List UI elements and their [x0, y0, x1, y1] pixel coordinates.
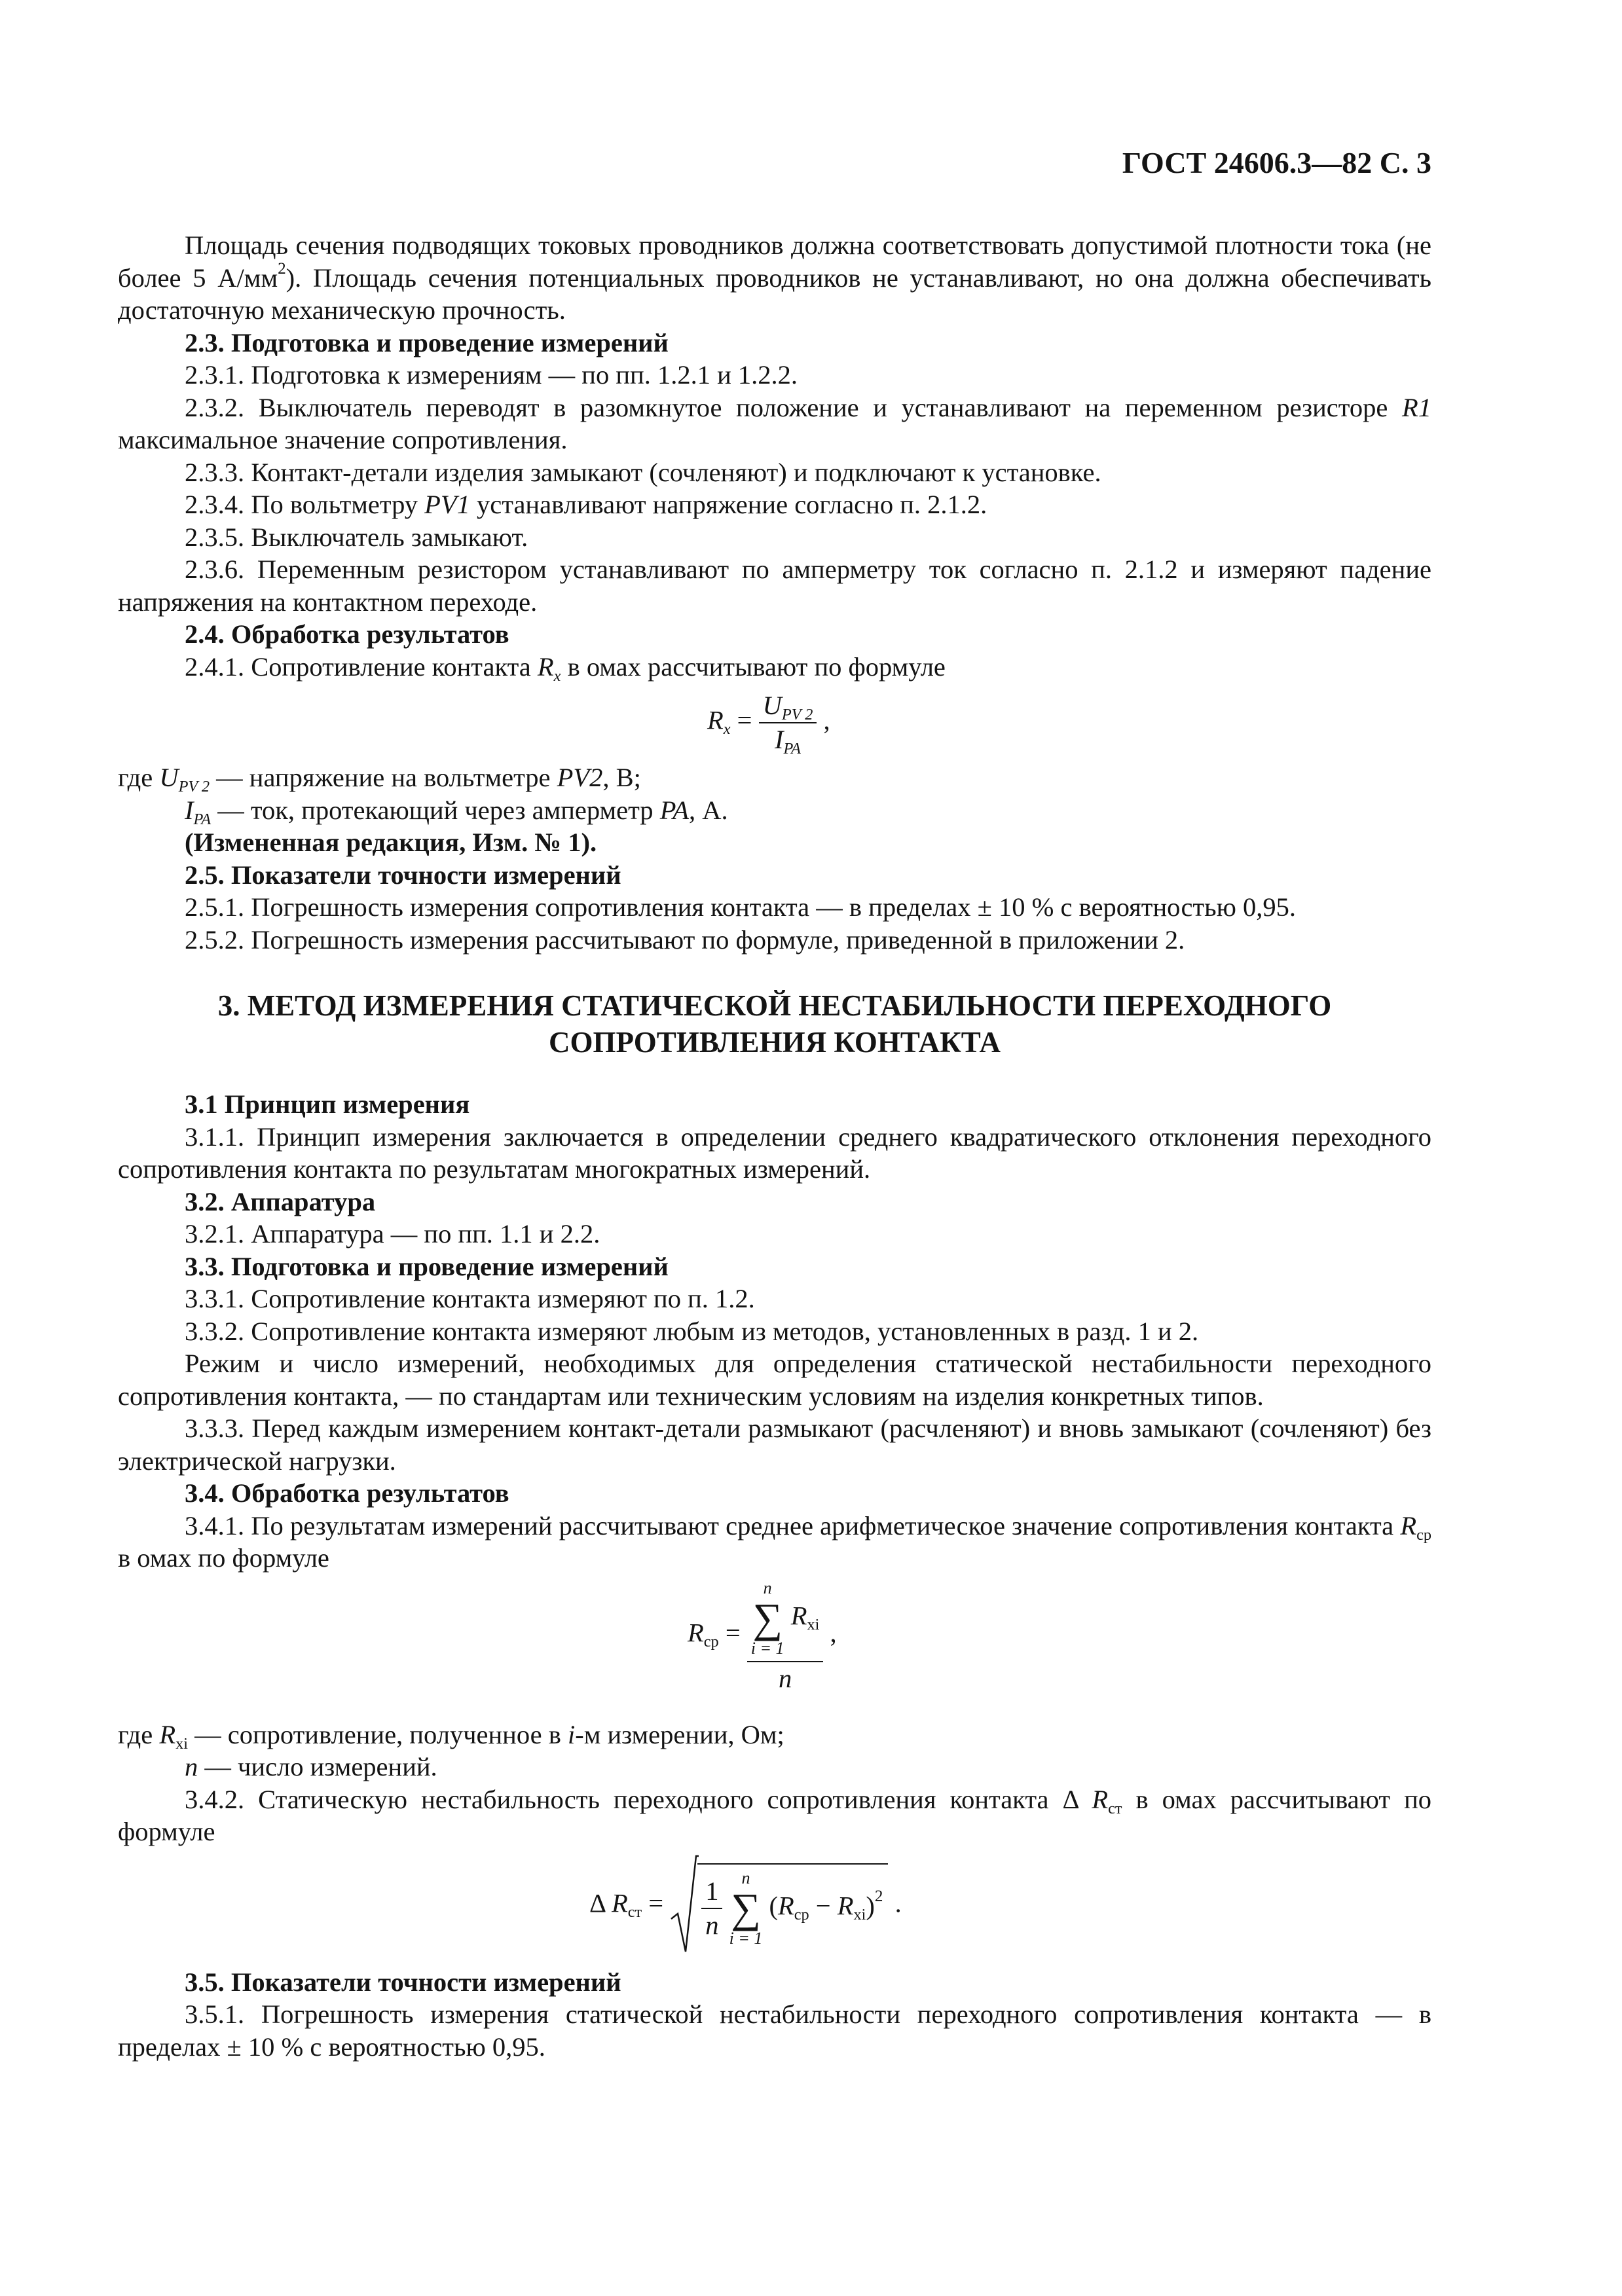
formula-delta-r: Δ $R_{ст}$ = $\frac{1}{n}$ n ∑ i = 1 $(R_{ср} - R_{xi})^2$ . — [118, 1848, 1431, 1966]
sum-operator: n ∑ i = 1 — [750, 1578, 784, 1658]
paragraph-3-1-1: 3.1.1. Принцип измерения заключается в определении среднего квадратического отклонения переходного сопротивления контакта по результатам многократных измерений. — [118, 1121, 1431, 1184]
where-u-pv2: где UPV 2 — напряжение на вольтметре PV2, В; — [118, 763, 641, 795]
paragraph-3-3-1: 3.3.1. Сопротивление контакта измеряют по п. 1.2. — [185, 1284, 755, 1313]
formula-r-mean: $R_{ср}$ = n ∑ i = 1 $R_{xi}$ n , — [688, 1578, 837, 1693]
heading-3-1: 3.1 Принцип измерения — [185, 1089, 470, 1119]
paragraph-2-3-5: 2.3.5. Выключатель замыкают. — [185, 522, 528, 552]
paragraph-2-4-1: 2.4.1. Сопротивление контакта Rx в омах рассчитывают по формуле — [185, 651, 946, 685]
fraction: $\frac{\text{UPV 2}}{\text{IPA}}$ — [759, 692, 817, 754]
heading-3-4: 3.4. Обработка результатов — [185, 1478, 509, 1508]
paragraph-3-4-1: 3.4.1. По результатам измерений рассчитывают среднее арифметическое значение сопротивления контакта $R_{ср}$ в омах по формуле — [118, 1510, 1431, 1573]
document-body — [118, 229, 1431, 2063]
amendment-note: (Измененная редакция, Изм. № 1). — [185, 828, 597, 857]
where-r-xi: где $R_{xi}$ — сопротивление, полученное в i-м измерении, Ом; — [118, 1719, 784, 1753]
paragraph-2-3-3: 2.3.3. Контакт-детали изделия замыкают (сочленяют) и подключают к установке. — [185, 457, 1101, 487]
heading-2-4: 2.4. Обработка результатов — [185, 619, 509, 649]
heading-3-3: 3.3. Подготовка и проведение измерений — [185, 1251, 669, 1281]
paragraph-3-5-1: 3.5.1. Погрешность измерения статической нестабильности переходного сопротивления контакта — в пределах ± 10 % с вероятностью 0,95. — [118, 1999, 1431, 2062]
paragraph-2-5-1: 2.5.1. Погрешность измерения сопротивления контакта — в пределах ± 10 % с вероятностью 0,95. — [185, 892, 1296, 922]
sum-operator: n ∑ i = 1 — [729, 1868, 763, 1948]
paragraph-3-3-2: 3.3.2. Сопротивление контакта измеряют любым из методов, установленных в разд. 1 и 2. — [185, 1316, 1199, 1346]
heading-2-5: 2.5. Показатели точности измерений — [185, 860, 621, 890]
fraction: $\frac{1}{n}$ — [701, 1878, 722, 1939]
paragraph-2-3-1: 2.3.1. Подготовка к измерениям — по пп. 1.2.1 и 1.2.2. — [185, 360, 798, 390]
paragraph-3-3-3: 3.3.3. Перед каждым измерением контакт-детали размыкают (расчленяют) и вновь замыкают (сочленяют) без электрической нагрузки. — [118, 1413, 1431, 1476]
where-i-pa: IPA — ток, протекающий через амперметр PA, А. — [185, 795, 728, 828]
heading-2-3: 2.3. Подготовка и проведение измерений — [185, 327, 669, 357]
paragraph-3-4-2: 3.4.2. Статическую нестабильность переходного сопротивления контакта Δ $R_{ст}$ в омах рассчитывают по формуле — [118, 1784, 1431, 1846]
paragraph-2-3-6: 2.3.6. Переменным резистором устанавливают по амперметру ток согласно п. 2.1.2 и измеряют падение напряжения на контактном переходе. — [118, 555, 1431, 617]
radical-sign-icon — [670, 1853, 699, 1958]
paragraph-3-3-mode: Режим и число измерений, необходимых для определения статической нестабильности переходного сопротивления контакта, — по стандартам или техническим условиям на изделия конкретных типов. — [118, 1349, 1431, 1411]
paragraph-3-2-1: 3.2.1. Аппаратура — по пп. 1.1 и 2.2. — [185, 1219, 600, 1248]
section-3-title: 3. МЕТОД ИЗМЕРЕНИЯ СТАТИЧЕСКОЙ НЕСТАБИЛЬНОСТИ ПЕРЕХОДНОГО СОПРОТИВЛЕНИЯ КОНТАКТА — [217, 989, 1332, 1059]
paragraph-2-3-4: 2.3.4. По вольтметру PV1 устанавливают напряжение согласно п. 2.1.2. — [185, 490, 987, 519]
fraction: n ∑ i = 1 $R_{xi}$ n — [747, 1578, 824, 1692]
page-header: ГОСТ 24606.3—82 С. 3 — [1122, 146, 1431, 179]
heading-3-5: 3.5. Показатели точности измерений — [185, 1967, 621, 1997]
where-n: n — число измерений. — [185, 1752, 437, 1781]
paragraph-2-5-2: 2.5.2. Погрешность измерения рассчитывают по формуле, приведенной в приложении 2. — [185, 924, 1185, 955]
paragraph-conductor-area: Площадь сечения подводящих токовых проводников должна соответствовать допустимой плотности тока (не более 5 $А/мм^2$). Площадь сечения потенциальных проводников не устанавливают, но она должна обеспечивать достаточную механическую прочность. — [118, 230, 1431, 325]
formula-rx: Rx = $\frac{\text{UPV 2}}{\text{IPA}}$ , — [707, 691, 830, 757]
heading-3-2: 3.2. Аппаратура — [185, 1186, 376, 1216]
paragraph-2-3-2: 2.3.2. Выключатель переводят в разомкнутое положение и устанавливают на переменном резисторе R1 максимальное значение сопротивления. — [118, 392, 1431, 454]
